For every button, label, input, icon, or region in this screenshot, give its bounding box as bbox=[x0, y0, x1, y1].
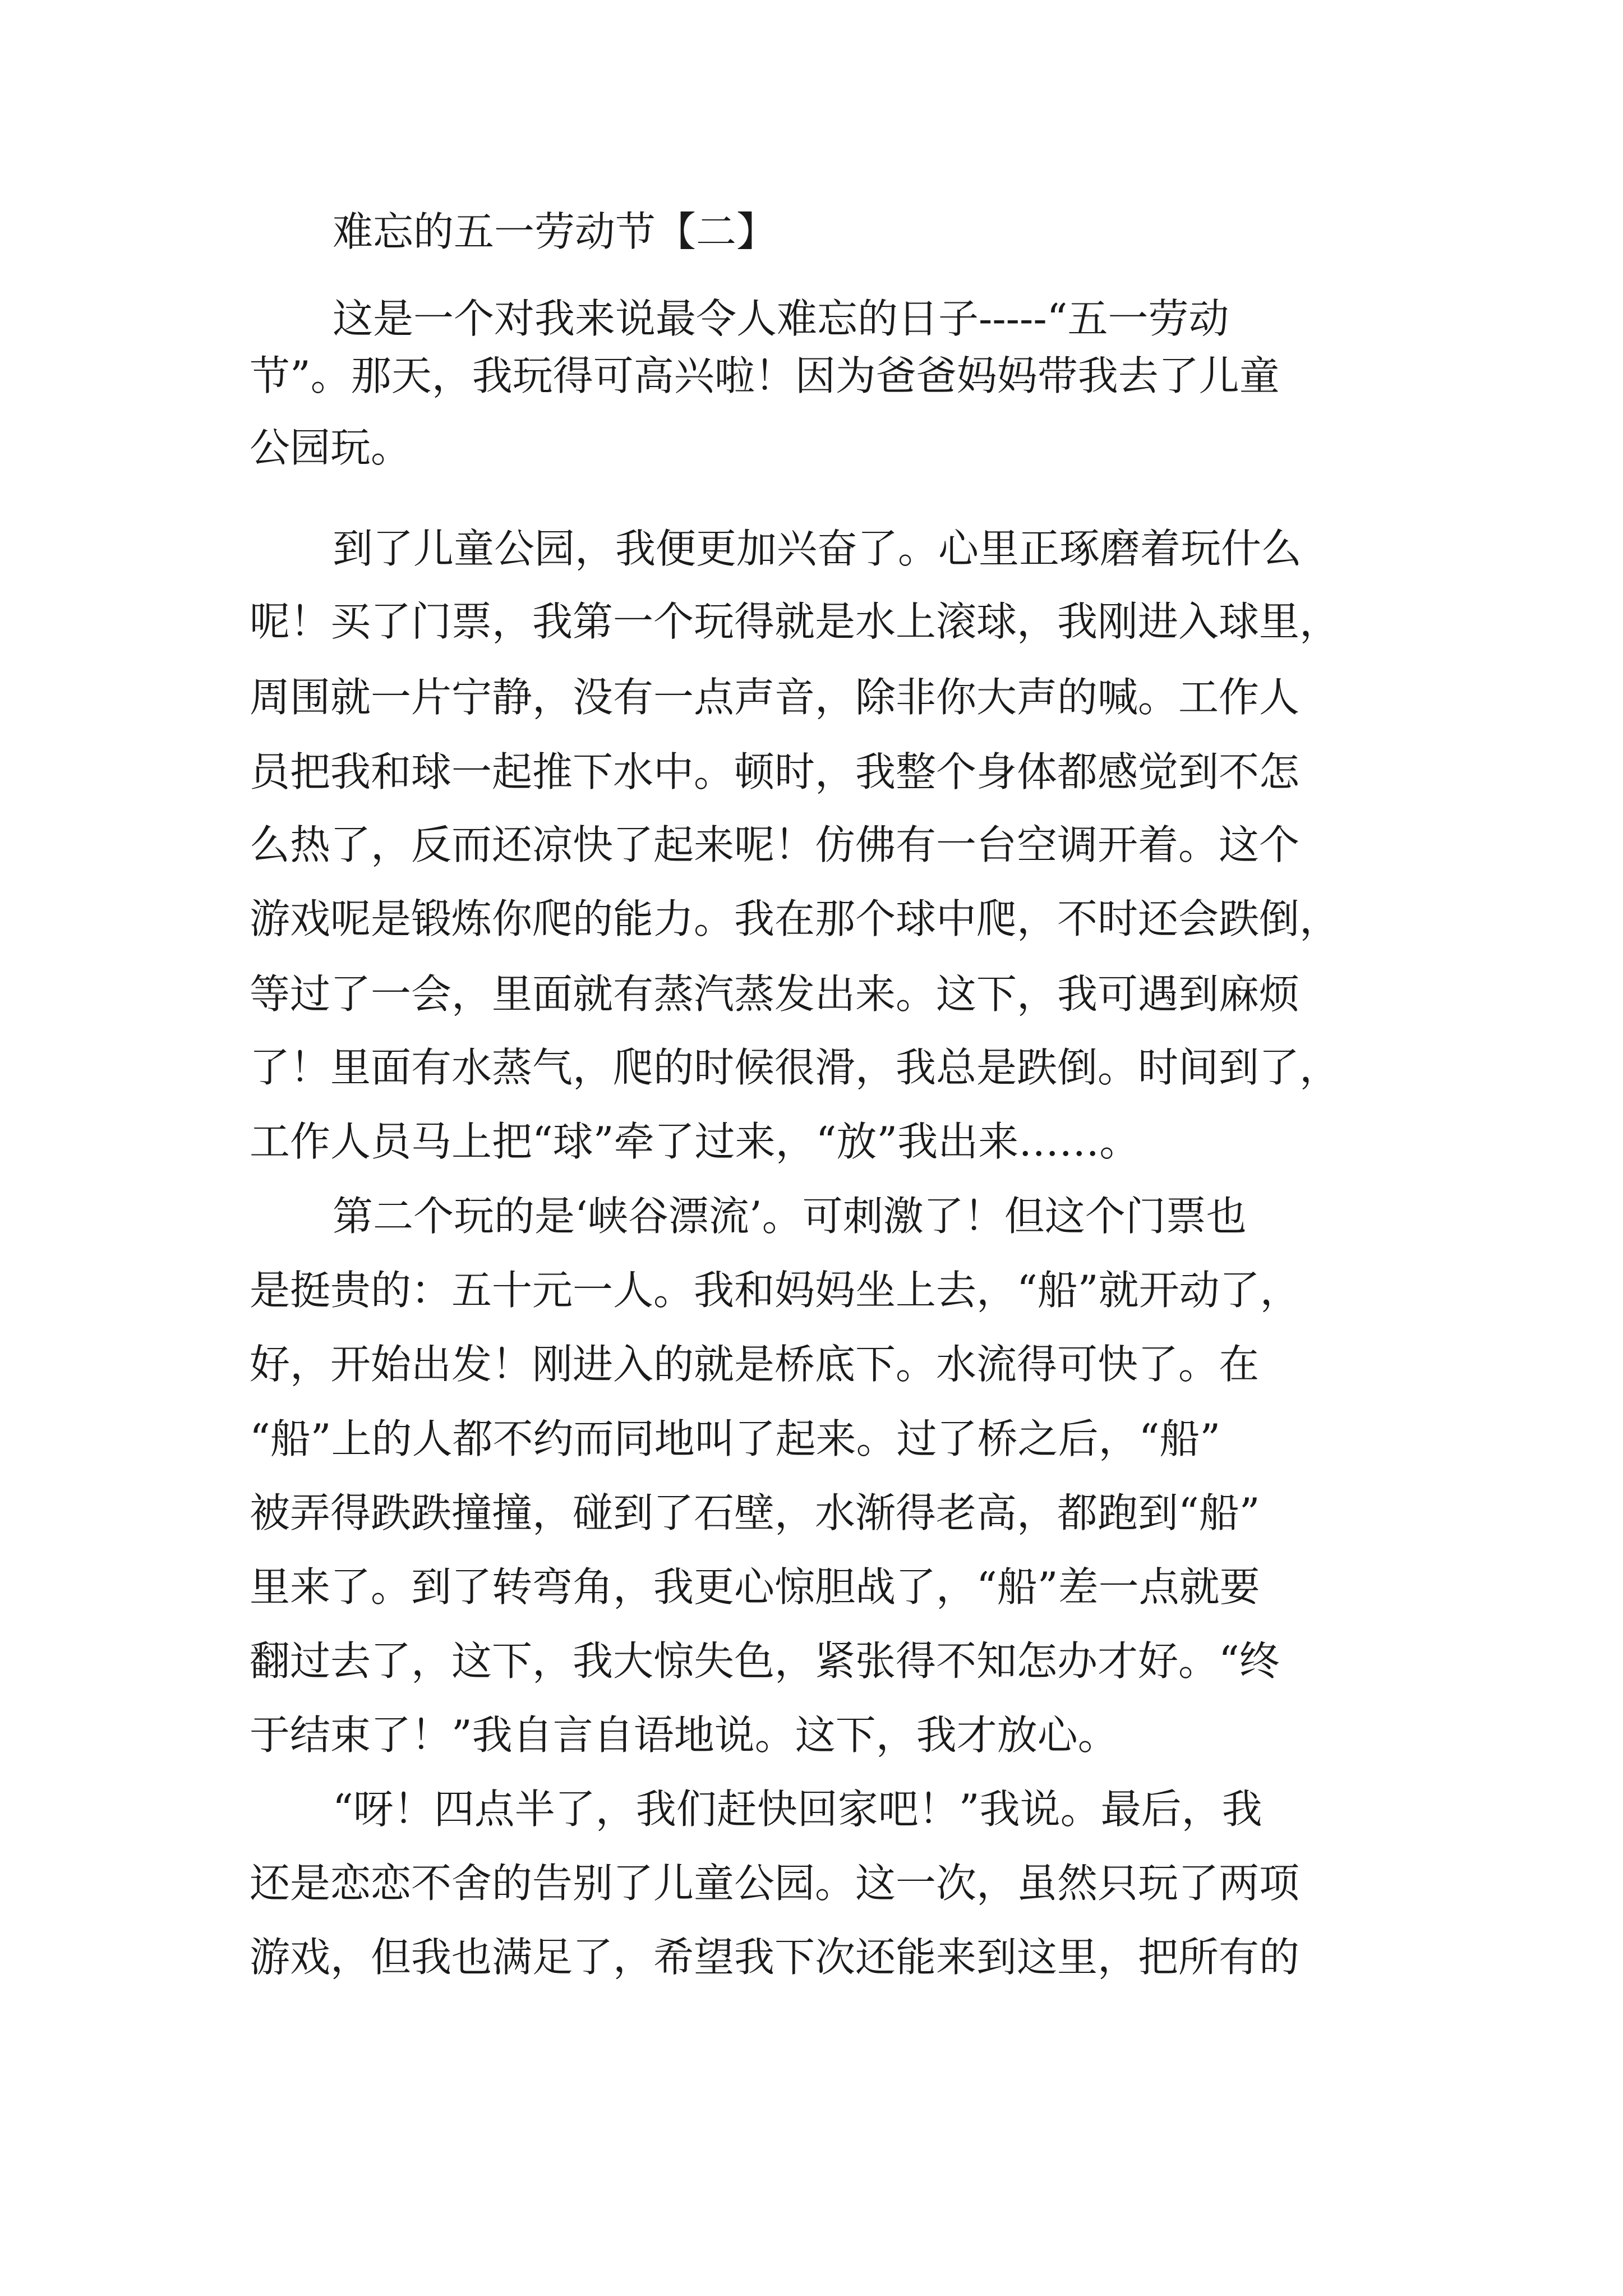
text-line: 周围就一片宁静，没有一点声音，除非你大声的喊。工作人 bbox=[250, 674, 1300, 721]
text-line: 游戏，但我也满足了，希望我下次还能来到这里，把所有的 bbox=[250, 1934, 1300, 1981]
text-line: 节”。那天，我玩得可高兴啦！因为爸爸妈妈带我去了儿童 bbox=[250, 352, 1280, 399]
text-line: “船”上的人都不约而同地叫了起来。过了桥之后，“船” bbox=[250, 1415, 1221, 1462]
text-line: 好，开始出发！刚进入的就是桥底下。水流得可快了。在 bbox=[250, 1341, 1260, 1388]
text-line: “呀！四点半了，我们赶快回家吧！”我说。最后，我 bbox=[333, 1786, 1262, 1833]
text-line: 游戏呢是锻炼你爬的能力。我在那个球中爬，不时还会跌倒， bbox=[250, 895, 1340, 942]
text-line: 第二个玩的是‘峡谷漂流’。可刺激了！但这个门票也 bbox=[333, 1193, 1247, 1240]
document-title: 难忘的五一劳动节【二】 bbox=[333, 208, 777, 255]
text-line: 等过了一会，里面就有蒸汽蒸发出来。这下，我可遇到麻烦 bbox=[250, 970, 1300, 1018]
text-line: 工作人员马上把“球”牵了过来，“放”我出来……。 bbox=[250, 1118, 1140, 1165]
text-line: 员把我和球一起推下水中。顿时，我整个身体都感觉到不怎 bbox=[250, 748, 1300, 795]
text-line: 公园玩。 bbox=[250, 424, 412, 471]
text-line: 这是一个对我来说最令人难忘的日子-----“五一劳动 bbox=[333, 295, 1229, 342]
text-line: 于结束了！”我自言自语地说。这下，我才放心。 bbox=[250, 1711, 1118, 1759]
text-line: 翻过去了，这下，我大惊失色，紧张得不知怎办才好。“终 bbox=[250, 1637, 1280, 1685]
text-line: 里来了。到了转弯角，我更心惊胆战了，“船”差一点就要 bbox=[250, 1563, 1260, 1611]
text-line: 了！里面有水蒸气，爬的时候很滑，我总是跌倒。时间到了， bbox=[250, 1044, 1340, 1091]
text-line: 呢！买了门票，我第一个玩得就是水上滚球，我刚进入球里， bbox=[250, 598, 1340, 645]
text-line: 到了儿童公园，我便更加兴奋了。心里正琢磨着玩什么 bbox=[333, 525, 1302, 572]
text-line: 是挺贵的：五十元一人。我和妈妈坐上去，“船”就开动了， bbox=[250, 1267, 1301, 1314]
text-line: 么热了，反而还凉快了起来呢！仿佛有一台空调开着。这个 bbox=[250, 821, 1300, 868]
text-line: 被弄得跌跌撞撞，碰到了石壁，水渐得老高，都跑到“船” bbox=[250, 1489, 1260, 1536]
text-line: 还是恋恋不舍的告别了儿童公园。这一次，虽然只玩了两项 bbox=[250, 1860, 1300, 1907]
